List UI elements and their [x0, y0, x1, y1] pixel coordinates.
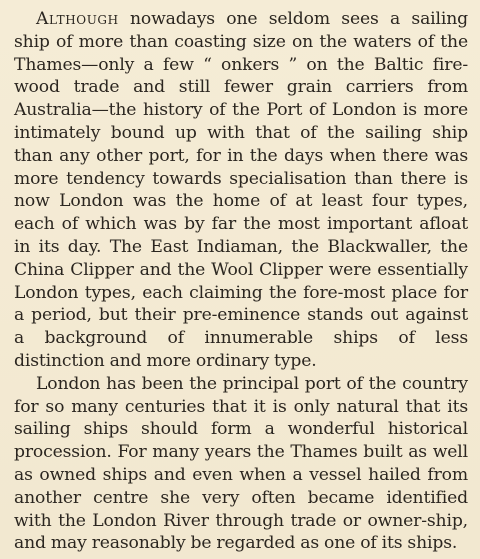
paragraph-1-lead-word: Although — [36, 9, 119, 29]
paragraph-1-text: nowadays one seldom sees a sailing ship of more than coasting size on the waters of the Thames—only a few “ onkers ” on the Baltic fire-wood trade and still fewer grain carriers from Australia—the history of the Port of London is more intimately bound up with that of the sailing ship than any other port, for in the days when there was more tendency towards specialisation than there is now London was the home of at least four types, each of which was by far the most important afloat in its day. The East Indiaman, the Blackwaller, the China Clipper and the Wool Clipper were essentially London types, each claiming the fore-most place for a period, but their pre-eminence stands out against a background of innumerable ships of less distinction and more ordinary type. — [14, 9, 468, 371]
paragraph-2: London has been the principal port of the country for so many centuries that it is only natural that its sailing ships should form a wonderful historical procession. For many years the Thames built as well as owned ships and even when a vessel hailed from another centre she very often became identified with the London River through trade or owner-ship, and may reasonably be regarded as one of its ships. — [14, 373, 468, 554]
paragraph-1 — [14, 8, 468, 373]
